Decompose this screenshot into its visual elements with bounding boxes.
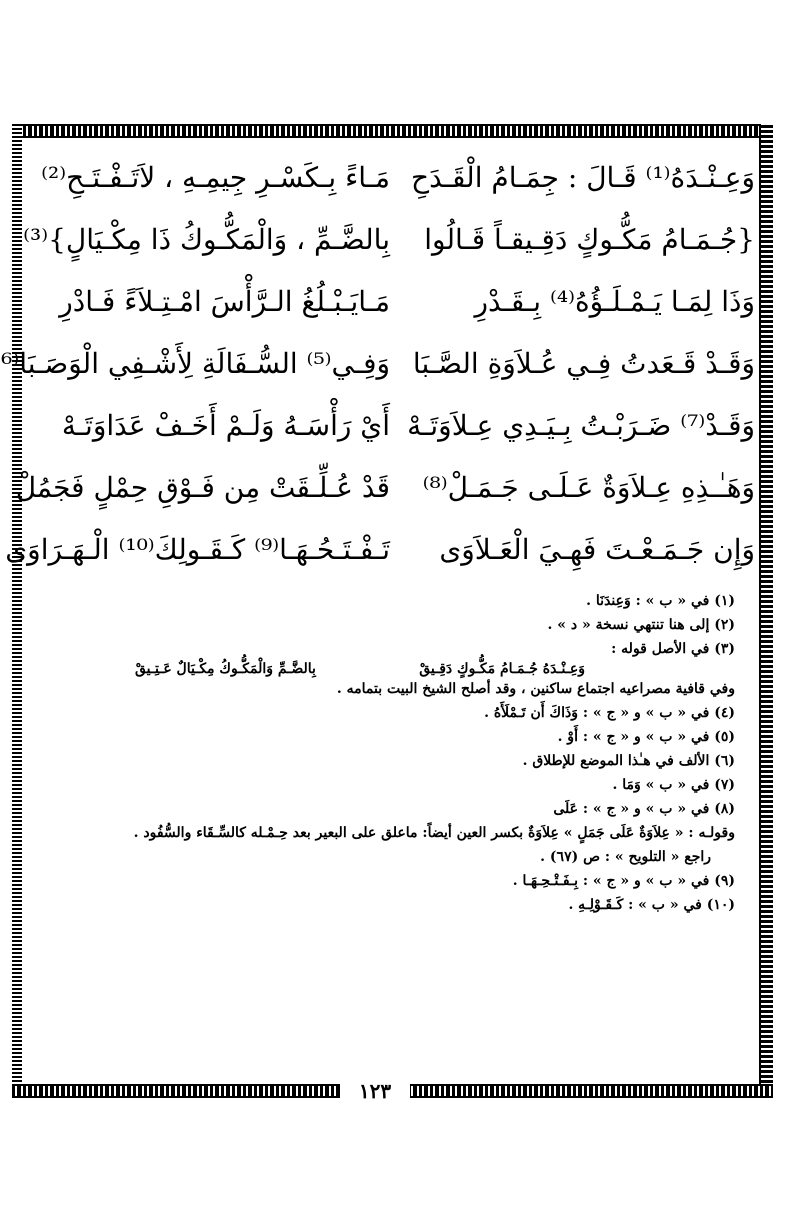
verse-5 — [30, 398, 755, 460]
border-top — [12, 124, 773, 138]
cited-first-hemistich: وَعِـنْـدَهُ جُـمَـامُ مَكُّـوكٍ دَقِـيقْ — [419, 661, 585, 677]
footnote-3-cited-verse — [75, 658, 735, 680]
border-left — [12, 124, 22, 1098]
verse-second-hemistich: وَفِـي⁽⁵⁾ السُّـفَالَةِ لِأَشْـفِي الْوَصَـبَا⁽⁶ — [1, 347, 390, 380]
verse-second-hemistich: بِالضَّـمِّ ، وَالْمَكُّـوكُ ذَا مِكْـيَالٍ}⁽³⁾ — [23, 223, 390, 256]
cited-second-hemistich: بِالضَّـمِّ وَالْمَكُّـوكُ مِكْـيَالٌ عَـتِـيقْ — [135, 661, 316, 677]
footnote-7: (٧) في « ب » وَمَا . — [612, 777, 735, 793]
footnote-4: (٤) في « ب » و « ج » : وَذَاكَ أَن تَـمْلَأَهُ . — [484, 705, 735, 721]
footnote-9: (٩) في « ب » و « ج » : بِـفَـتْـحِـهَـا . — [512, 873, 735, 889]
verse-second-hemistich: تَـفْـتَـحُـهَـا⁽⁹⁾ كَـقَـولِكَ⁽¹⁰⁾ الْـهَـرَاوَى — [5, 533, 390, 566]
verse-6 — [15, 460, 755, 522]
verse-first-hemistich: وَقَـدْ⁽⁷⁾ ضَـرَبْـتُ بِـيَـدِي عِـلاَوَتَـهْ — [407, 409, 755, 442]
verse-second-hemistich: قَدْ عُـلِّـقَتْ مِن فَـوْقِ حِمْلٍ فَجَمُلْ — [15, 471, 390, 504]
verse-7 — [5, 522, 755, 584]
footnote-1: (١) في « ب » : وَعِندَنَا . — [586, 593, 735, 609]
footnote-5: (٥) في « ب » و « ج » : أَوْ . — [557, 729, 735, 745]
verse-first-hemistich: وَعِـنْـدَهُ⁽¹⁾ قَـالَ : جِمَـامُ الْقَـدَحِ — [411, 161, 755, 194]
verse-second-hemistich: أَيْ رَأْسَـهُ وَلَـمْ أَخَـفْ عَدَاوَتَـهْ — [61, 409, 390, 442]
footnote-8-explanation: وقولـه : « عِلاَوَةٌ عَلَى جَمَلٍ » عِلاَوَةٌ بكسر العين أيضاً: ماعلق على البعير بعد حِـمْـله كالسِّـقَاء والسُّفُود . — [133, 825, 735, 841]
verse-1 — [30, 150, 755, 212]
verse-4 — [1, 336, 755, 398]
verse-second-hemistich: مَـاءً بِـكَسْـرِ جِيمِـهِ ، لاَتَـفْـتَـحِ⁽²⁾ — [41, 161, 390, 194]
verse-first-hemistich: وَقَـدْ قَـعَدتُ فِـي عُـلاَوَةِ الصَّـبَا — [412, 347, 755, 380]
verse-first-hemistich: وَهَـٰـذِهِ عِـلاَوَةٌ عَـلَـى جَـمَـلْ⁽⁸⁾ — [422, 471, 755, 504]
footnote-10: (١٠) في « ب » : كَـقَـوْلِـهِ . — [568, 897, 735, 913]
verse-first-hemistich: وَإِن جَـمَـعْـتَ فَهِـيَ الْعَـلاَوَى — [439, 533, 755, 566]
verse-2 — [23, 212, 755, 274]
footnote-2: (٢) إلى هنا تنتهي نسخة « د » . — [547, 617, 735, 633]
border-right — [759, 124, 773, 1098]
verse-first-hemistich: {جُـمَـامُ مَكُّـوكٍ دَقِـيقـاً قَـالُوا — [424, 223, 755, 256]
verse-3 — [30, 274, 755, 336]
footnote-8: (٨) في « ب » و « ج » : عَلَى — [553, 801, 735, 817]
page-number: ١٢٣ — [340, 1079, 410, 1103]
verse-first-hemistich: وَذَا لِمَـا يَـمْـلَـؤُهُ⁽⁴⁾ بِـقَـدْرِ — [474, 285, 755, 318]
footnote-3: (٣) في الأصل قوله : — [611, 641, 735, 657]
footnote-8-reference: راجع « التلويح » : ص (٦٧) . — [540, 849, 711, 865]
footnote-6: (٦) الألف في هـٰذا الموضع للإطلاق . — [522, 753, 735, 769]
footnote-3-remark: وفي قافية مصراعيه اجتماع ساكنين ، وقد أصلح الشيخ البيت بتمامه . — [336, 681, 735, 697]
poem — [1, 150, 755, 584]
footnotes — [75, 592, 735, 914]
verse-second-hemistich: مَـايَـبْـلُغُ الـرَّأْسَ امْـتِـلاَءً فَـادْرِ — [59, 285, 390, 318]
